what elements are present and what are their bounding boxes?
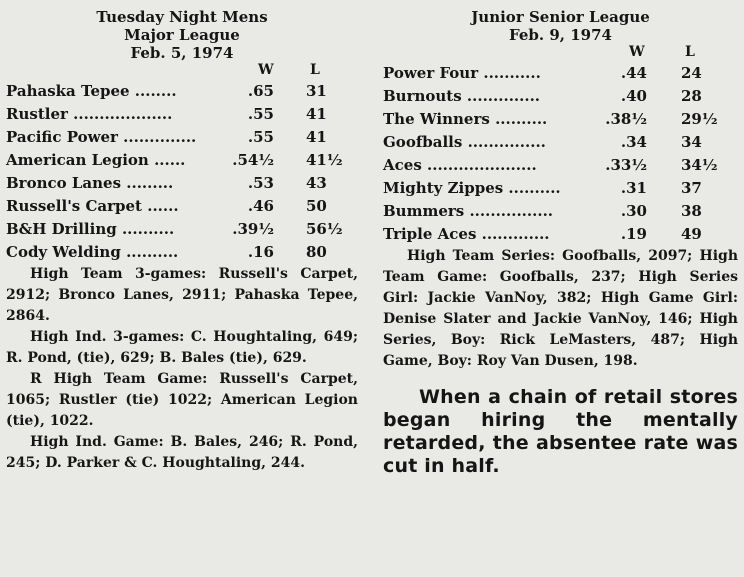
standings-row: Pacific Power .............. .55 41 [6,128,327,146]
standings-row: Mighty Zippes .......... .31 37 [383,179,702,197]
right-standings [383,62,738,246]
standings-row: Pahaska Tepee ........ .65 31 [6,82,327,100]
standings-row: The Winners .......... .38½ 29½ [383,110,718,128]
standings-row: Aces ..................... .33½ 34½ [383,156,718,174]
results-paragraph: High Team 3-games: Russell's Carpet, 2912; Bronco Lanes, 2911; Pahaska Tepee, 2864. [6,266,358,324]
standings-row: Power Four ........... .44 24 [383,64,702,82]
results-paragraph: High Team Series: Goofballs, 2097; High Team Game: Goofballs, 237; High Series Girl: Jackie VanNoy, 382; High Game Girl: Denise Slater and Jackie VanNoy, 146; High Series, Boy: Rick LeMasters, 487; High Game, Boy: Roy Van Dusen, 198. [383,248,738,369]
standings-row: B&H Drilling .......... .39½ 56½ [6,220,343,238]
standings-row: Russell's Carpet ...... .46 50 [6,197,327,215]
standings-row: Goofballs ............... .34 34 [383,133,702,151]
left-subtitle: Major League [124,26,240,44]
standings-row: Burnouts .............. .40 28 [383,87,702,105]
promo-message: When a chain of retail stores began hiring the mentally retarded, the absentee rate was cut in half. [383,386,738,477]
right-l-label: L [685,44,695,60]
left-date: Feb. 5, 1974 [130,44,234,62]
standings-row: Cody Welding .......... .16 80 [6,243,327,261]
left-title: Tuesday Night Mens [96,8,268,26]
left-wl-header [6,62,358,80]
left-l-label: L [310,62,320,78]
right-wl-header [383,44,738,62]
right-w-label: W [629,44,645,60]
tuesday-night-mens-column [6,8,358,474]
right-date: Feb. 9, 1974 [509,26,612,44]
standings-row: Rustler ................... .55 41 [6,105,327,123]
left-w-label: W [258,62,274,78]
junior-senior-league-column [383,8,738,497]
standings-row: Bronco Lanes ......... .53 43 [6,174,327,192]
results-paragraph: High Ind. Game: B. Bales, 246; R. Pond, 245; D. Parker & C. Houghtaling, 244. [6,434,358,471]
results-paragraph: High Ind. 3-games: C. Houghtaling, 649; R. Pond, (tie), 629; B. Bales (tie), 629. [6,329,358,366]
right-title: Junior Senior League [471,8,650,26]
standings-row: Triple Aces ............. .19 49 [383,225,702,243]
standings-row: Bummers ................ .30 38 [383,202,702,220]
results-paragraph: R High Team Game: Russell's Carpet, 1065; Rustler (tie) 1022; American Legion (tie), 1022. [6,371,358,429]
left-standings [6,80,358,264]
standings-row: American Legion ...... .54½ 41½ [6,151,343,169]
